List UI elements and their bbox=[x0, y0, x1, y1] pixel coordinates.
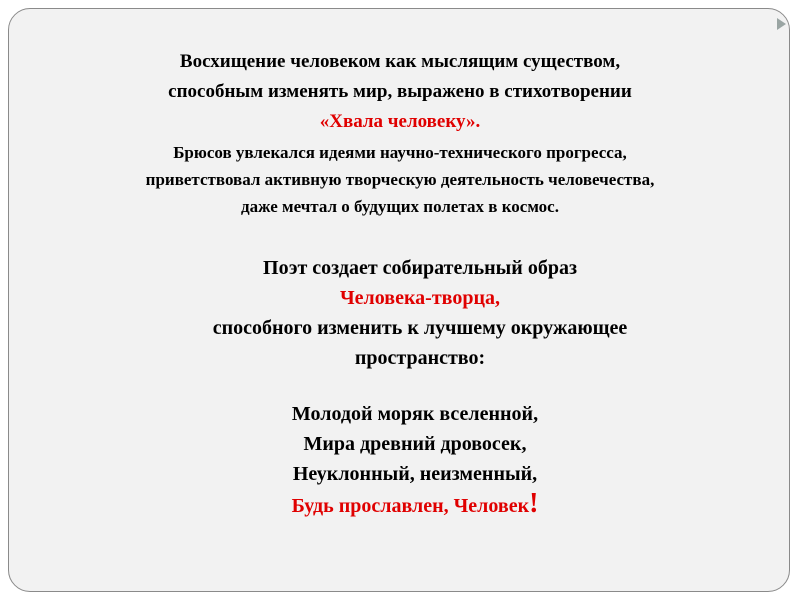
poem-title: «Хвала человеку». bbox=[319, 111, 481, 132]
verse-block bbox=[15, 399, 800, 521]
exclamation-mark: ! bbox=[529, 488, 539, 519]
poet-highlight: Человека-творца, bbox=[340, 287, 500, 309]
intro-block bbox=[0, 47, 800, 220]
intro-line-5: приветствовал активную творческую деятельность человечества, bbox=[145, 170, 655, 189]
intro-line-2: способным изменять мир, выражено в стихотворении bbox=[168, 81, 632, 102]
poet-line-4: пространство: bbox=[354, 347, 486, 369]
verse-line-3: Неуклонный, неизменный, bbox=[292, 463, 538, 485]
poet-line-3: способного изменить к лучшему окружающее bbox=[212, 317, 628, 339]
verse-line-1: Молодой моряк вселенной, bbox=[291, 403, 539, 425]
intro-line-6: даже мечтал о будущих полетах в космос. bbox=[241, 197, 559, 216]
arrow-icon bbox=[777, 18, 786, 30]
intro-line-1: Восхищение человеком как мыслящим существом, bbox=[179, 51, 621, 72]
verse-line-4-text: Будь прославлен, Человек bbox=[291, 495, 530, 517]
poet-line-1: Поэт создает собирательный образ bbox=[263, 257, 577, 279]
intro-line-4: Брюсов увлекался идеями научно-технического прогресса, bbox=[173, 143, 627, 162]
poet-block bbox=[20, 253, 800, 373]
verse-line-2: Мира древний дровосек, bbox=[303, 433, 527, 455]
verse-line-4 bbox=[15, 489, 800, 521]
